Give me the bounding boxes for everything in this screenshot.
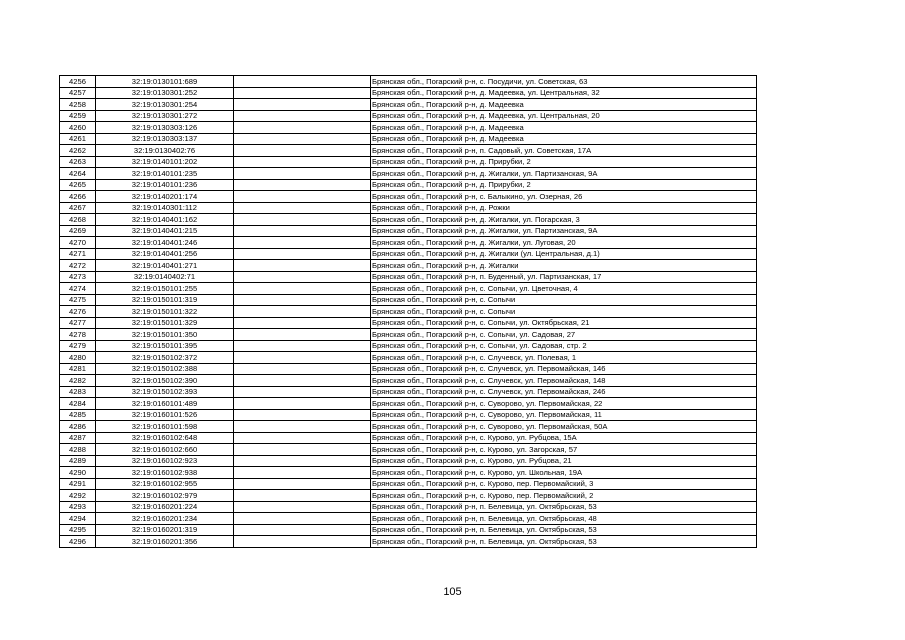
address-cell: Брянская обл., Погарский р-н, с. Курово, ул. Рубцова, 15А (371, 432, 757, 444)
row-number-cell: 4262 (60, 145, 96, 157)
address-cell: Брянская обл., Погарский р-н, с. Сопычи (371, 306, 757, 318)
empty-cell (234, 248, 371, 260)
table-row (60, 145, 757, 157)
row-number-cell: 4271 (60, 248, 96, 260)
table-row (60, 260, 757, 272)
table-row (60, 110, 757, 122)
address-cell: Брянская обл., Погарский р-н, с. Курово, пер. Первомайский, 2 (371, 490, 757, 502)
cadastral-number-cell: 32:19:0140101:235 (96, 168, 234, 180)
table-row (60, 501, 757, 513)
table-row (60, 409, 757, 421)
table-row (60, 375, 757, 387)
row-number-cell: 4290 (60, 467, 96, 479)
cadastral-number-cell: 32:19:0150102:372 (96, 352, 234, 364)
address-cell: Брянская обл., Погарский р-н, п. Белевица, ул. Октябрьская, 53 (371, 524, 757, 536)
table-row (60, 386, 757, 398)
empty-cell (234, 237, 371, 249)
empty-cell (234, 536, 371, 548)
empty-cell (234, 317, 371, 329)
row-number-cell: 4267 (60, 202, 96, 214)
row-number-cell: 4266 (60, 191, 96, 203)
table-row (60, 329, 757, 341)
empty-cell (234, 87, 371, 99)
row-number-cell: 4293 (60, 501, 96, 513)
table-row (60, 444, 757, 456)
row-number-cell: 4280 (60, 352, 96, 364)
table-row (60, 87, 757, 99)
empty-cell (234, 294, 371, 306)
table-row (60, 248, 757, 260)
empty-cell (234, 283, 371, 295)
row-number-cell: 4261 (60, 133, 96, 145)
table-row (60, 237, 757, 249)
cadastral-number-cell: 32:19:0150101:395 (96, 340, 234, 352)
address-cell: Брянская обл., Погарский р-н, п. Белевица, ул. Октябрьская, 53 (371, 536, 757, 548)
cadastral-number-cell: 32:19:0150101:255 (96, 283, 234, 295)
row-number-cell: 4264 (60, 168, 96, 180)
row-number-cell: 4289 (60, 455, 96, 467)
address-cell: Брянская обл., Погарский р-н, с. Курово, ул. Школьная, 19А (371, 467, 757, 479)
address-cell: Брянская обл., Погарский р-н, д. Мадеевка (371, 122, 757, 134)
address-cell: Брянская обл., Погарский р-н, д. Жигалки (ул. Центральная, д.1) (371, 248, 757, 260)
cadastral-number-cell: 32:19:0160102:979 (96, 490, 234, 502)
cadastral-number-cell: 32:19:0160101:526 (96, 409, 234, 421)
cadastral-number-cell: 32:19:0160201:319 (96, 524, 234, 536)
row-number-cell: 4256 (60, 76, 96, 88)
empty-cell (234, 455, 371, 467)
table-row (60, 122, 757, 134)
table-row (60, 524, 757, 536)
row-number-cell: 4292 (60, 490, 96, 502)
cadastral-number-cell: 32:19:0140101:236 (96, 179, 234, 191)
cadastral-number-cell: 32:19:0150101:350 (96, 329, 234, 341)
table-row (60, 432, 757, 444)
table-row (60, 294, 757, 306)
table-row (60, 76, 757, 88)
row-number-cell: 4285 (60, 409, 96, 421)
row-number-cell: 4273 (60, 271, 96, 283)
empty-cell (234, 409, 371, 421)
address-cell: Брянская обл., Погарский р-н, д. Жигалки (371, 260, 757, 272)
empty-cell (234, 202, 371, 214)
table-row (60, 363, 757, 375)
address-cell: Брянская обл., Погарский р-н, д. Рожки (371, 202, 757, 214)
address-cell: Брянская обл., Погарский р-н, с. Посудичи, ул. Советская, 63 (371, 76, 757, 88)
table-row (60, 317, 757, 329)
table-row (60, 467, 757, 479)
address-cell: Брянская обл., Погарский р-н, с. Сопычи, ул. Цветочная, 4 (371, 283, 757, 295)
cadastral-number-cell: 32:19:0140401:215 (96, 225, 234, 237)
empty-cell (234, 122, 371, 134)
address-cell: Брянская обл., Погарский р-н, д. Жигалки, ул. Партизанская, 9А (371, 168, 757, 180)
empty-cell (234, 352, 371, 364)
empty-cell (234, 191, 371, 203)
row-number-cell: 4277 (60, 317, 96, 329)
row-number-cell: 4272 (60, 260, 96, 272)
empty-cell (234, 156, 371, 168)
cadastral-number-cell: 32:19:0130303:137 (96, 133, 234, 145)
row-number-cell: 4282 (60, 375, 96, 387)
address-cell: Брянская обл., Погарский р-н, с. Случевск, ул. Первомайская, 148 (371, 375, 757, 387)
empty-cell (234, 363, 371, 375)
address-cell: Брянская обл., Погарский р-н, д. Жигалки, ул. Партизанская, 9А (371, 225, 757, 237)
table-row (60, 225, 757, 237)
table-row (60, 214, 757, 226)
row-number-cell: 4279 (60, 340, 96, 352)
table-row (60, 478, 757, 490)
empty-cell (234, 478, 371, 490)
row-number-cell: 4260 (60, 122, 96, 134)
cadastral-number-cell: 32:19:0160201:356 (96, 536, 234, 548)
address-cell: Брянская обл., Погарский р-н, п. Садовый, ул. Советская, 17А (371, 145, 757, 157)
empty-cell (234, 444, 371, 456)
address-cell: Брянская обл., Погарский р-н, д. Прирубки, 2 (371, 179, 757, 191)
empty-cell (234, 340, 371, 352)
table-row (60, 133, 757, 145)
address-cell: Брянская обл., Погарский р-н, с. Курово, ул. Рубцова, 21 (371, 455, 757, 467)
row-number-cell: 4276 (60, 306, 96, 318)
address-cell: Брянская обл., Погарский р-н, д. Мадеевка, ул. Центральная, 32 (371, 87, 757, 99)
empty-cell (234, 225, 371, 237)
address-cell: Брянская обл., Погарский р-н, д. Жигалки, ул. Погарская, 3 (371, 214, 757, 226)
address-cell: Брянская обл., Погарский р-н, с. Сопычи, ул. Октябрьская, 21 (371, 317, 757, 329)
address-cell: Брянская обл., Погарский р-н, с. Случевск, ул. Первомайская, 246 (371, 386, 757, 398)
empty-cell (234, 398, 371, 410)
row-number-cell: 4283 (60, 386, 96, 398)
table-row (60, 398, 757, 410)
row-number-cell: 4265 (60, 179, 96, 191)
cadastral-number-cell: 32:19:0160101:598 (96, 421, 234, 433)
table-row (60, 271, 757, 283)
table-row (60, 191, 757, 203)
cadastral-number-cell: 32:19:0140401:162 (96, 214, 234, 226)
address-cell: Брянская обл., Погарский р-н, д. Жигалки, ул. Луговая, 20 (371, 237, 757, 249)
address-cell: Брянская обл., Погарский р-н, д. Мадеевка, ул. Центральная, 20 (371, 110, 757, 122)
address-cell: Брянская обл., Погарский р-н, п. Белевица, ул. Октябрьская, 48 (371, 513, 757, 525)
cadastral-number-cell: 32:19:0140402:71 (96, 271, 234, 283)
cadastral-number-cell: 32:19:0140401:256 (96, 248, 234, 260)
cadastral-number-cell: 32:19:0160102:955 (96, 478, 234, 490)
address-cell: Брянская обл., Погарский р-н, с. Суворово, ул. Первомайская, 11 (371, 409, 757, 421)
row-number-cell: 4296 (60, 536, 96, 548)
cadastral-number-cell: 32:19:0160201:224 (96, 501, 234, 513)
address-cell: Брянская обл., Погарский р-н, с. Балыкино, ул. Озерная, 26 (371, 191, 757, 203)
address-cell: Брянская обл., Погарский р-н, с. Суворово, ул. Первомайская, 50А (371, 421, 757, 433)
row-number-cell: 4294 (60, 513, 96, 525)
row-number-cell: 4263 (60, 156, 96, 168)
row-number-cell: 4291 (60, 478, 96, 490)
row-number-cell: 4287 (60, 432, 96, 444)
row-number-cell: 4274 (60, 283, 96, 295)
address-cell: Брянская обл., Погарский р-н, с. Сопычи (371, 294, 757, 306)
cadastral-number-cell: 32:19:0150101:322 (96, 306, 234, 318)
empty-cell (234, 271, 371, 283)
address-cell: Брянская обл., Погарский р-н, п. Белевица, ул. Октябрьская, 53 (371, 501, 757, 513)
empty-cell (234, 145, 371, 157)
empty-cell (234, 513, 371, 525)
cadastral-number-cell: 32:19:0130101:689 (96, 76, 234, 88)
empty-cell (234, 386, 371, 398)
table-row (60, 99, 757, 111)
table-body (60, 76, 757, 548)
empty-cell (234, 329, 371, 341)
cadastral-number-cell: 32:19:0140401:246 (96, 237, 234, 249)
cadastral-number-cell: 32:19:0160102:923 (96, 455, 234, 467)
empty-cell (234, 260, 371, 272)
table-row (60, 421, 757, 433)
cadastral-number-cell: 32:19:0130402:76 (96, 145, 234, 157)
empty-cell (234, 179, 371, 191)
row-number-cell: 4258 (60, 99, 96, 111)
empty-cell (234, 421, 371, 433)
empty-cell (234, 306, 371, 318)
cadastral-number-cell: 32:19:0130301:254 (96, 99, 234, 111)
cadastral-number-cell: 32:19:0130301:272 (96, 110, 234, 122)
empty-cell (234, 214, 371, 226)
address-cell: Брянская обл., Погарский р-н, п. Буденный, ул. Партизанская, 17 (371, 271, 757, 283)
empty-cell (234, 524, 371, 536)
table-row (60, 306, 757, 318)
row-number-cell: 4275 (60, 294, 96, 306)
cadastral-number-cell: 32:19:0130301:252 (96, 87, 234, 99)
row-number-cell: 4268 (60, 214, 96, 226)
cadastral-number-cell: 32:19:0160101:489 (96, 398, 234, 410)
empty-cell (234, 375, 371, 387)
empty-cell (234, 432, 371, 444)
address-cell: Брянская обл., Погарский р-н, с. Случевск, ул. Первомайская, 146 (371, 363, 757, 375)
table-row (60, 352, 757, 364)
cadastral-number-cell: 32:19:0150102:393 (96, 386, 234, 398)
address-cell: Брянская обл., Погарский р-н, д. Прирубки, 2 (371, 156, 757, 168)
row-number-cell: 4288 (60, 444, 96, 456)
address-cell: Брянская обл., Погарский р-н, с. Сопычи, ул. Садовая, стр. 2 (371, 340, 757, 352)
row-number-cell: 4295 (60, 524, 96, 536)
row-number-cell: 4259 (60, 110, 96, 122)
row-number-cell: 4284 (60, 398, 96, 410)
table-row (60, 168, 757, 180)
table-row (60, 513, 757, 525)
cadastral-number-cell: 32:19:0160102:938 (96, 467, 234, 479)
empty-cell (234, 110, 371, 122)
address-cell: Брянская обл., Погарский р-н, с. Сопычи, ул. Садовая, 27 (371, 329, 757, 341)
table-row (60, 202, 757, 214)
row-number-cell: 4269 (60, 225, 96, 237)
cadastral-number-cell: 32:19:0140101:202 (96, 156, 234, 168)
table-row (60, 156, 757, 168)
property-table (59, 75, 757, 548)
cadastral-number-cell: 32:19:0150102:388 (96, 363, 234, 375)
address-cell: Брянская обл., Погарский р-н, с. Суворово, ул. Первомайская, 22 (371, 398, 757, 410)
row-number-cell: 4286 (60, 421, 96, 433)
row-number-cell: 4281 (60, 363, 96, 375)
address-cell: Брянская обл., Погарский р-н, с. Курово, ул. Загорская, 57 (371, 444, 757, 456)
empty-cell (234, 490, 371, 502)
cadastral-number-cell: 32:19:0130303:126 (96, 122, 234, 134)
table-row (60, 490, 757, 502)
row-number-cell: 4278 (60, 329, 96, 341)
address-cell: Брянская обл., Погарский р-н, д. Мадеевка (371, 99, 757, 111)
table-row (60, 340, 757, 352)
table-row (60, 283, 757, 295)
table-row (60, 455, 757, 467)
table-row (60, 179, 757, 191)
cadastral-number-cell: 32:19:0150101:319 (96, 294, 234, 306)
empty-cell (234, 99, 371, 111)
cadastral-number-cell: 32:19:0140201:174 (96, 191, 234, 203)
empty-cell (234, 168, 371, 180)
row-number-cell: 4257 (60, 87, 96, 99)
empty-cell (234, 133, 371, 145)
row-number-cell: 4270 (60, 237, 96, 249)
cadastral-number-cell: 32:19:0160102:648 (96, 432, 234, 444)
cadastral-number-cell: 32:19:0140401:271 (96, 260, 234, 272)
address-cell: Брянская обл., Погарский р-н, д. Мадеевка (371, 133, 757, 145)
empty-cell (234, 76, 371, 88)
empty-cell (234, 467, 371, 479)
cadastral-number-cell: 32:19:0140301:112 (96, 202, 234, 214)
page-number: 105 (443, 586, 462, 598)
address-cell: Брянская обл., Погарский р-н, с. Случевск, ул. Полевая, 1 (371, 352, 757, 364)
table-row (60, 536, 757, 548)
cadastral-number-cell: 32:19:0160102:660 (96, 444, 234, 456)
cadastral-number-cell: 32:19:0150101:329 (96, 317, 234, 329)
cadastral-number-cell: 32:19:0160201:234 (96, 513, 234, 525)
cadastral-number-cell: 32:19:0150102:390 (96, 375, 234, 387)
address-cell: Брянская обл., Погарский р-н, с. Курово, пер. Первомайский, 3 (371, 478, 757, 490)
empty-cell (234, 501, 371, 513)
